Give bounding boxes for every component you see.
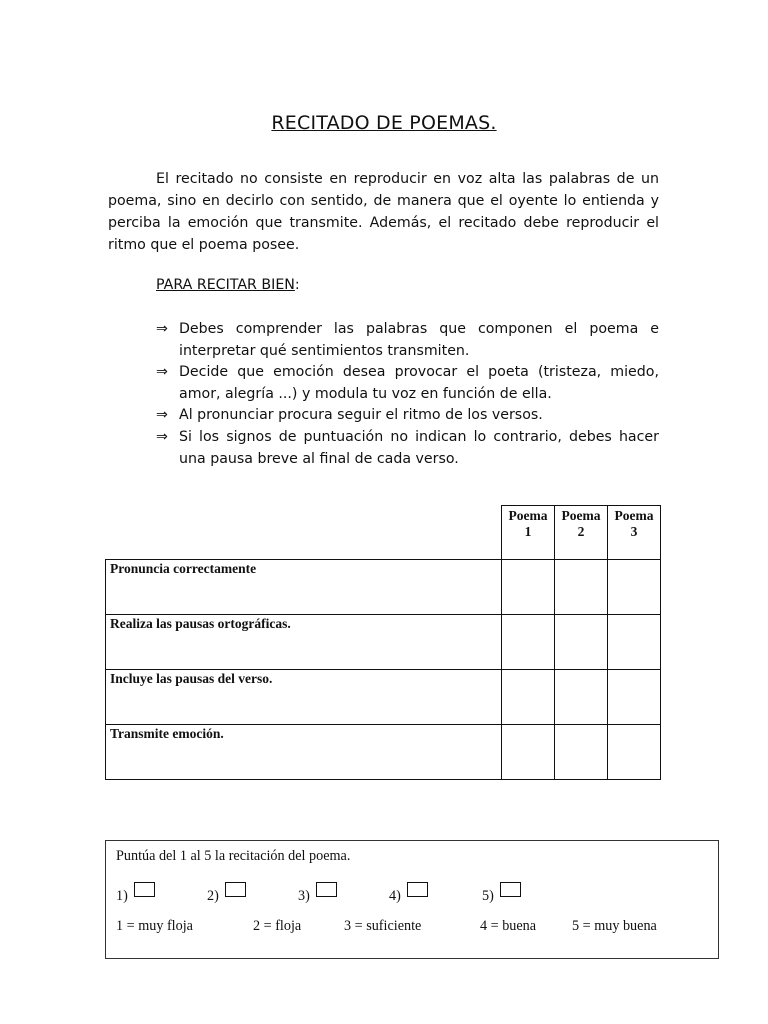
header-spacer xyxy=(106,506,502,560)
section-subheading xyxy=(156,277,300,293)
tip-item xyxy=(156,362,659,405)
double-arrow-icon: ⇒ xyxy=(156,407,168,424)
score-cell[interactable] xyxy=(555,560,608,615)
criterion-label: Pronuncia correctamente xyxy=(106,560,502,615)
column-header-poema-2: Poema 2 xyxy=(555,506,608,560)
tip-text: Si los signos de puntuación no indican lo contrario, debes hacer una pausa breve al final de cada verso. xyxy=(179,428,659,467)
tip-item xyxy=(156,427,659,470)
score-cell[interactable] xyxy=(555,725,608,780)
table-row xyxy=(106,670,661,725)
score-cell[interactable] xyxy=(502,560,555,615)
score-option-2: 2) xyxy=(207,882,246,905)
table-row xyxy=(106,615,661,670)
score-option-4: 4) xyxy=(389,882,428,905)
subheading-colon: : xyxy=(294,277,300,293)
criterion-label: Realiza las pausas ortográficas. xyxy=(106,615,502,670)
checkbox[interactable] xyxy=(316,882,337,897)
column-header-poema-3: Poema 3 xyxy=(608,506,661,560)
subheading-text: PARA RECITAR BIEN xyxy=(156,277,295,293)
score-cell[interactable] xyxy=(502,670,555,725)
score-cell[interactable] xyxy=(608,670,661,725)
score-option-1: 1) xyxy=(116,882,155,905)
scale-label: 5 = muy buena xyxy=(572,918,657,934)
score-option-3: 3) xyxy=(298,882,337,905)
score-cell[interactable] xyxy=(608,615,661,670)
double-arrow-icon: ⇒ xyxy=(156,428,168,445)
score-cell[interactable] xyxy=(502,725,555,780)
column-header-poema-1: Poema 1 xyxy=(502,506,555,560)
tip-text: Al pronunciar procura seguir el ritmo de los versos. xyxy=(179,407,543,424)
double-arrow-icon: ⇒ xyxy=(156,364,168,381)
table-row xyxy=(106,725,661,780)
score-cell[interactable] xyxy=(555,670,608,725)
checkbox[interactable] xyxy=(407,882,428,897)
intro-paragraph: El recitado no consiste en reproducir en voz alta las palabras de un poema, sino en decirlo con sentido, de manera que el oyente lo entienda y perciba la emoción que transmite. Además, el recitado debe reproducir el ritmo que el poema posee. xyxy=(108,171,659,253)
checkbox[interactable] xyxy=(134,882,155,897)
score-cell[interactable] xyxy=(555,615,608,670)
scale-label: 1 = muy floja xyxy=(116,918,193,934)
evaluation-table xyxy=(105,505,661,780)
score-cell[interactable] xyxy=(502,615,555,670)
checkbox[interactable] xyxy=(500,882,521,897)
double-arrow-icon: ⇒ xyxy=(156,321,168,337)
tip-item xyxy=(156,319,659,362)
tip-text: Debes comprender las palabras que componen el poema e interpretar qué sentimientos transmiten. xyxy=(179,321,659,359)
table-row xyxy=(106,560,661,615)
checkbox[interactable] xyxy=(225,882,246,897)
page-title: RECITADO DE POEMAS. xyxy=(271,112,497,134)
score-box xyxy=(105,840,719,959)
tip-item xyxy=(156,405,659,427)
tips-list xyxy=(156,319,659,470)
score-instruction: Puntúa del 1 al 5 la recitación del poema. xyxy=(116,848,351,864)
scale-label: 2 = floja xyxy=(253,918,302,934)
criterion-label: Incluye las pausas del verso. xyxy=(106,670,502,725)
scale-label: 3 = suficiente xyxy=(344,918,422,934)
criterion-label: Transmite emoción. xyxy=(106,725,502,780)
score-cell[interactable] xyxy=(608,725,661,780)
scale-label: 4 = buena xyxy=(480,918,537,934)
score-cell[interactable] xyxy=(608,560,661,615)
evaluation-header-row xyxy=(106,506,661,560)
score-option-5: 5) xyxy=(482,882,521,905)
tip-text: Decide que emoción desea provocar el poeta (tristeza, miedo, amor, alegría ...) y modula tu voz en función de ella. xyxy=(179,364,659,402)
